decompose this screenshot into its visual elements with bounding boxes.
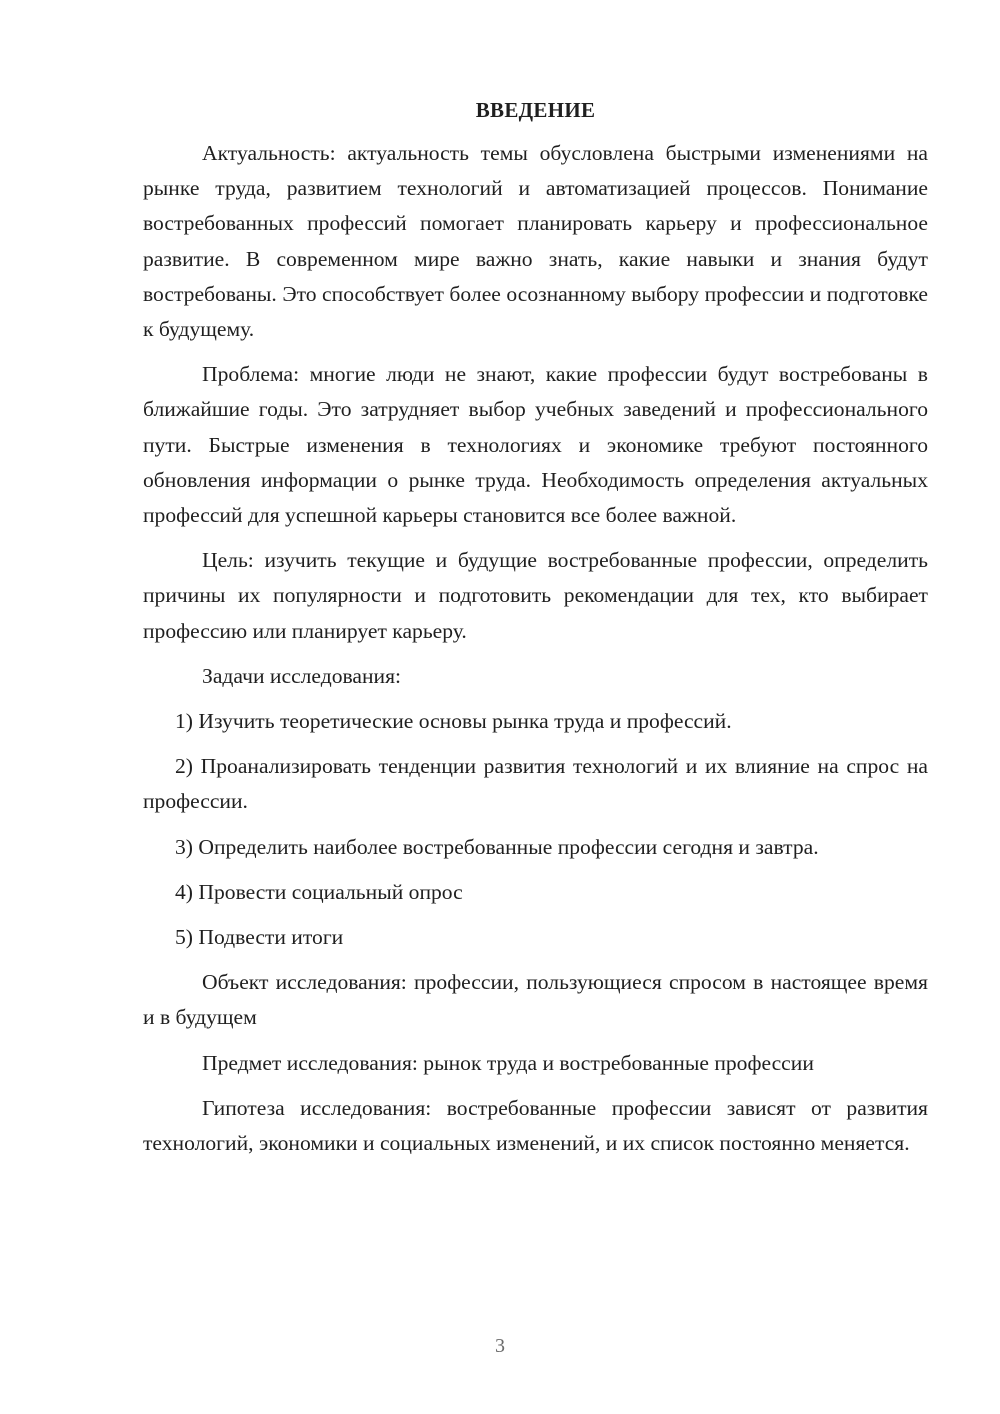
task-item: 5) Подвести итоги (175, 925, 344, 950)
research-subject-paragraph: Предмет исследования: рынок труда и востребованные профессии (202, 1050, 814, 1075)
hypothesis-paragraph: Гипотеза исследования: востребованные профессии зависят от развития технологий, экономики и социальных изменений, и их список постоянно меняется. (143, 1095, 928, 1156)
tasks-heading: Задачи исследования: (202, 663, 402, 688)
relevance-paragraph: Актуальность: актуальность темы обусловлена быстрыми изменениями на рынке труда, развитием технологий и автоматизацией процессов. Понимание востребованных профессий помогает планировать карьеру и профессиональное развитие. В современном мире важно знать, какие навыки и знания будут востребованы. Это способствует более осознанному выбору профессии и подготовке к будущему. (143, 141, 928, 342)
problem-paragraph: Проблема: многие люди не знают, какие профессии будут востребованы в ближайшие годы. Это затрудняет выбор учебных заведений и профессионального пути. Быстрые изменения в технологиях и экономике требуют постоянного обновления информации о рынке труда. Необходимость определения актуальных профессий для успешной карьеры становится все более важной. (143, 362, 928, 528)
page-title: ВВЕДЕНИЕ (475, 98, 596, 122)
goal-paragraph: Цель: изучить текущие и будущие востребованные профессии, определить причины их популярности и подготовить рекомендации для тех, кто выбирает профессию или планирует карьеру. (143, 548, 928, 643)
research-object-paragraph: Объект исследования: профессии, пользующиеся спросом в настоящее время и в будущем (143, 970, 928, 1030)
tasks-list (143, 704, 928, 955)
task-item: 2) Проанализировать тенденции развития технологий и их влияние на спрос на профессии. (143, 754, 928, 814)
document-page (143, 95, 928, 1171)
page-number: 3 (495, 1335, 505, 1357)
task-item: 3) Определить наиболее востребованные профессии сегодня и завтра. (175, 834, 819, 859)
task-item: 1) Изучить теоретические основы рынка труда и профессий. (175, 709, 732, 734)
task-item: 4) Провести социальный опрос (175, 879, 463, 904)
